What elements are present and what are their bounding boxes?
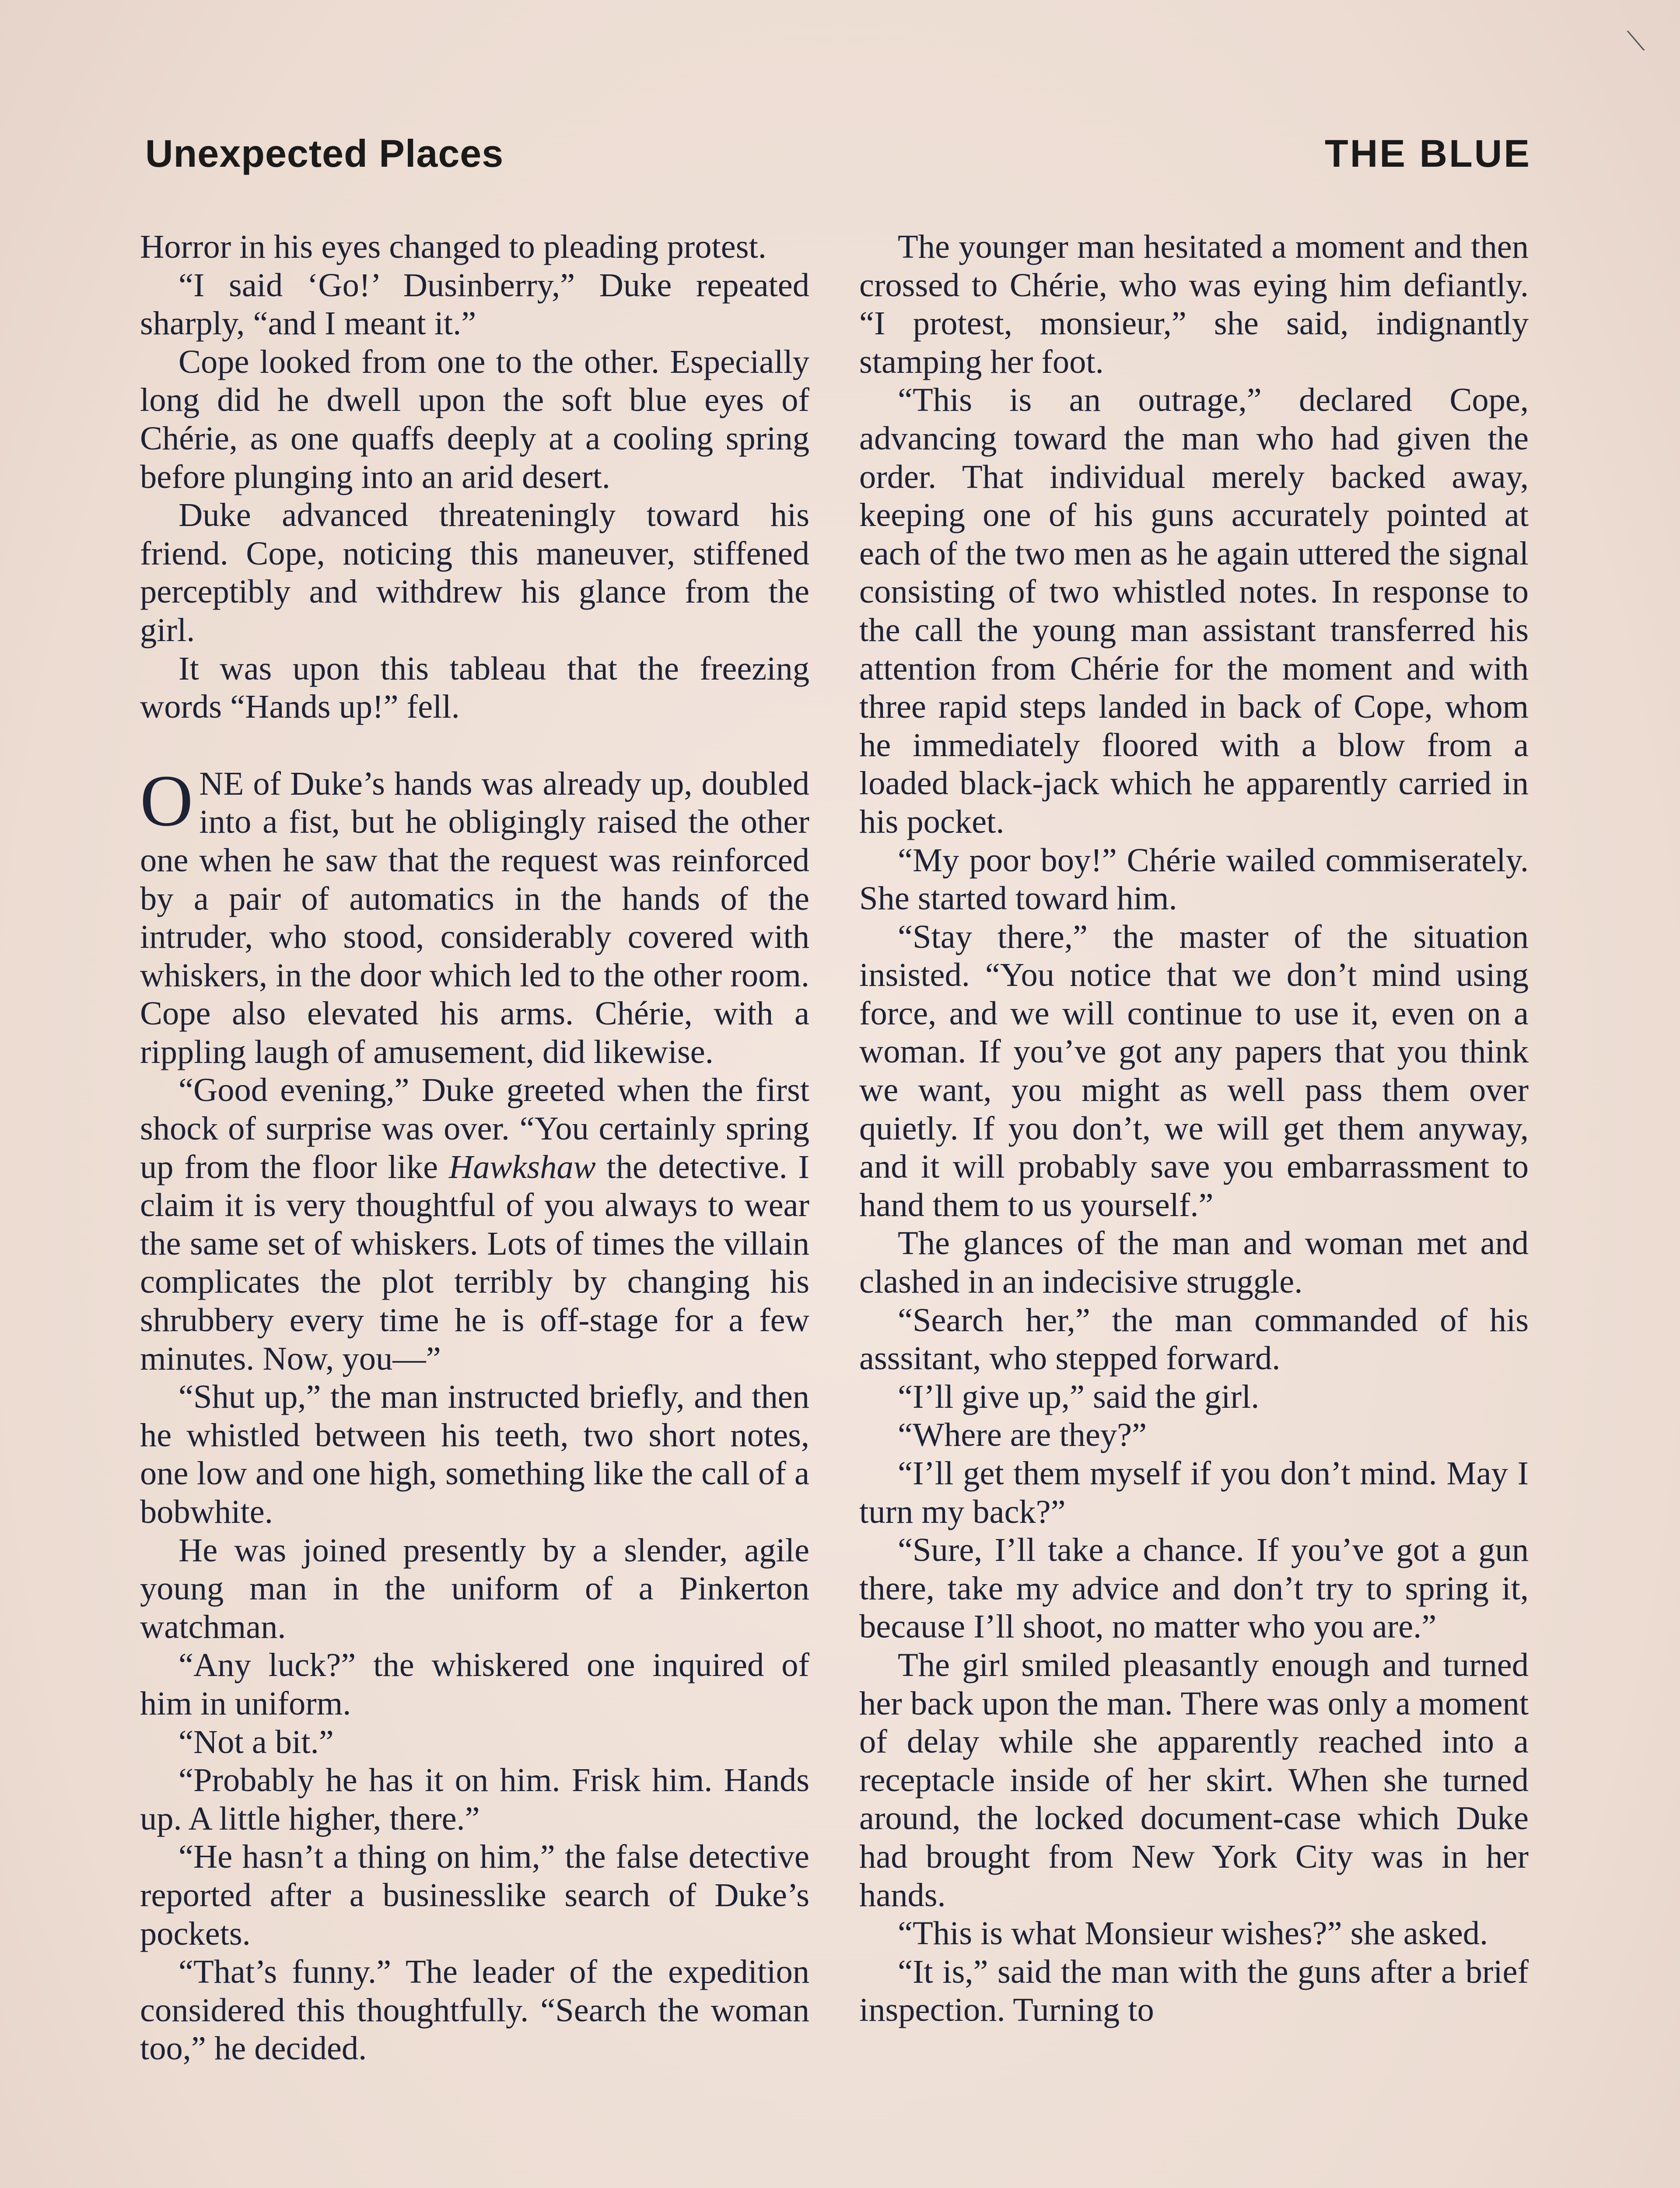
paragraph: The girl smiled pleasantly enough and turned her back upon the man. There was only a moment of delay while she apparently reached into a receptacle inside of her skirt. When she turned around, the locked document-case which Duke had brought from New York City was in her hands. — [859, 1646, 1529, 1914]
paragraph: “That’s funny.” The leader of the expedition considered this thoughtfully. “Search the woman too,” he decided. — [140, 1953, 809, 2067]
paragraph: Horror in his eyes changed to pleading protest. — [140, 228, 766, 265]
paragraph: It was upon this tableau that the freezing words “Hands up!” fell. — [140, 649, 809, 726]
paragraph — [140, 1071, 809, 1378]
corner-mark: ⟍ — [1627, 27, 1645, 56]
paragraph: “Search her,” the man commanded of his asssitant, who stepped forward. — [859, 1301, 1529, 1377]
dropcap-paragraph-text: NE of Duke’s hands was already up, doubled into a fist, but he obligingly raised the other one when he saw that the request was reinforced by a pair of automatics in the hands of the intruder, who stood, considerably covered with whiskers, in the door which led to the other room. Cope also elevated his arms. Chérie, with a rippling laugh of amusement, did likewise. — [140, 764, 809, 1070]
paragraph: “I’ll give up,” said the girl. — [898, 1378, 1260, 1415]
paragraph: “My poor boy!” Chérie wailed commiserately. She started toward him. — [859, 841, 1529, 917]
paragraph: The glances of the man and woman met and clashed in an indecisive struggle. — [859, 1224, 1529, 1301]
paragraph: “Any luck?” the whiskered one inquired of him in uniform. — [140, 1646, 809, 1722]
italic-name: Hawkshaw — [448, 1148, 596, 1185]
paragraph: “It is,” said the man with the guns after a brief inspection. Turning to — [859, 1953, 1529, 2029]
paragraph-text: “Good evening,” Duke greeted when the first shock of surprise was over. “You certainly spring up from the floor like — [140, 1071, 809, 1185]
right-column — [859, 228, 1529, 2029]
paragraph: “Stay there,” the master of the situation insisted. “You notice that we don’t mind using force, and we will continue to use it, even on a woman. If you’ve got any papers that you think we want, you might as well pass them over quietly. If you don’t, we will get them anyway, and it will probably save you embarrassment to hand them to us yourself.” — [859, 918, 1529, 1224]
paragraph: Duke advanced threateningly toward his friend. Cope, noticing this maneuver, stiffened perceptibly and withdrew his glance from the girl. — [140, 496, 809, 649]
drop-cap: O — [140, 760, 193, 842]
left-column — [140, 228, 809, 2068]
paragraph: “I’ll get them myself if you don’t mind. May I turn my back?” — [859, 1455, 1529, 1530]
paragraph: “This is an outrage,” declared Cope, advancing toward the man who had given the order. That individual merely backed away, keeping one of his guns accurately pointed at each of the two men as he again uttered the signal consisting of two whistled notes. In response to the call the young man assistant transferred his attention from Chérie for the moment and with three rapid steps landed in back of Cope, whom he immediately floored with a blow from a loaded black-jack which he apparently carried in his pocket. — [859, 381, 1529, 840]
paragraph: “Sure, I’ll take a chance. If you’ve got a gun there, take my advice and don’t try to spring it, because I’ll shoot, no matter who you are.” — [859, 1531, 1529, 1645]
paragraph: “He hasn’t a thing on him,” the false detective reported after a businesslike search of Duke’s pockets. — [140, 1838, 809, 1952]
paragraph: “Shut up,” the man instructed briefly, and then he whistled between his teeth, two short notes, one low and one high, something like the call of a bobwhite. — [140, 1378, 809, 1530]
paragraph: “This is what Monsieur wishes?” she asked. — [898, 1914, 1488, 1952]
paragraph: “Where are they?” — [898, 1416, 1147, 1454]
paragraph: “I said ‘Go!’ Dusinberry,” Duke repeated sharply, “and I meant it.” — [140, 266, 809, 342]
paragraph-text: the detective. I claim it is very thoughtful of you always to wear the same set of whiskers. Lots of times the villain complicates the plot terribly by changing his shrubbery every time he is off-stage for a few minutes. Now, you—” — [140, 1148, 809, 1377]
running-head-magazine: THE BLUE — [1325, 132, 1531, 175]
paragraph: He was joined presently by a slender, agile young man in the uniform of a Pinkerton watchman. — [140, 1531, 809, 1645]
paragraph: Cope looked from one to the other. Especially long did he dwell upon the soft blue eyes of Chérie, as one quaffs deeply at a cooling spring before plunging into an arid desert. — [140, 343, 809, 495]
paragraph: “Probably he has it on him. Frisk him. Hands up. A little higher, there.” — [140, 1761, 809, 1837]
section-break — [140, 726, 809, 764]
running-head-title: Unexpected Places — [145, 132, 504, 175]
paragraph: The younger man hesitated a moment and then crossed to Chérie, who was eying him defiantly. “I protest, monsieur,” she said, indignantly stamping her foot. — [859, 228, 1529, 380]
paragraph: “Not a bit.” — [178, 1723, 334, 1760]
paragraph-dropcap — [140, 760, 809, 1071]
